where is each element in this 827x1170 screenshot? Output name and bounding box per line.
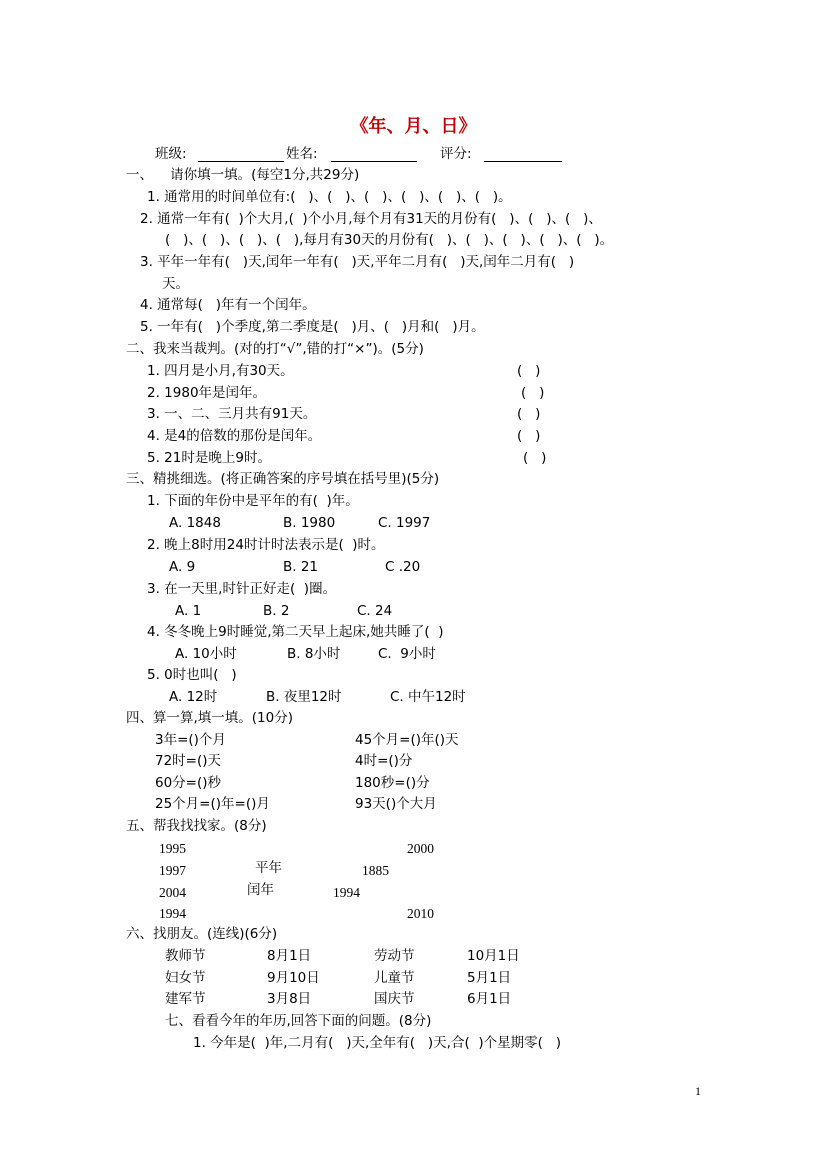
s3-q1-option-a[interactable]: A. 1848 [169, 515, 221, 531]
s3-q3-option-c[interactable]: C. 24 [357, 603, 393, 619]
name-label: 姓名: [286, 146, 318, 162]
score-blank[interactable] [484, 147, 562, 162]
s6-date[interactable]: 3月8日 [267, 991, 312, 1007]
section-7-heading: 七、看看今年的年历,回答下面的问题。(8分) [165, 1013, 432, 1029]
s4-right-item: 4时=()分 [355, 753, 413, 769]
class-label: 班级: [155, 146, 187, 162]
s6-festival[interactable]: 教师节 [165, 948, 206, 964]
s2-item: 1. 四月是小月,有30天。 [147, 363, 294, 379]
s4-right-item: 45个月=()年()天 [355, 732, 459, 748]
s5-year[interactable]: 1994 [159, 906, 186, 921]
s6-date[interactable]: 6月1日 [467, 991, 512, 1007]
s2-item: 2. 1980年是闰年。 [147, 385, 267, 401]
s2-answer-paren[interactable]: ( ) [517, 428, 541, 444]
s6-festival[interactable]: 国庆节 [374, 991, 415, 1007]
s5-year[interactable]: 2004 [159, 885, 186, 900]
s5-year[interactable]: 1997 [159, 863, 186, 878]
section-1-heading: 一、 请你填一填。(每空1分,共29分) [126, 167, 360, 183]
s6-date[interactable]: 10月1日 [467, 948, 520, 964]
s3-q3-option-a[interactable]: A. 1 [175, 603, 202, 619]
s5-year[interactable]: 1995 [159, 841, 186, 856]
score-label: 评分: [440, 146, 472, 162]
s3-question-1: 1. 下面的年份中是平年的有( )年。 [147, 493, 359, 509]
s3-q2-option-b[interactable]: B. 21 [283, 559, 319, 575]
s5-year[interactable]: 1885 [362, 863, 389, 878]
s6-festival[interactable]: 建军节 [165, 991, 206, 1007]
s6-date[interactable]: 9月10日 [267, 970, 320, 986]
s5-year[interactable]: 2000 [407, 841, 434, 856]
s4-left-item: 3年=()个月 [155, 732, 226, 748]
s1-question-5: 5. 一年有( )个季度,第二季度是( )月、( )月和( )月。 [140, 319, 485, 335]
s6-festival[interactable]: 妇女节 [165, 970, 206, 986]
s1-question-2b: ( )、( )、( )、( ),每月有30天的月份有( )、( )、( )、( )、( )。 [165, 232, 614, 248]
s5-leap-year-label: 闰年 [247, 882, 274, 898]
section-4-heading: 四、算一算,填一填。(10分) [126, 710, 294, 726]
s3-q2-option-c[interactable]: C .20 [385, 559, 421, 575]
section-3-heading: 三、精挑细选。(将正确答案的序号填在括号里)(5分) [126, 471, 440, 487]
s4-right-item: 93天()个大月 [355, 796, 437, 812]
s4-left-item: 60分=()秒 [155, 775, 222, 791]
s3-q4-option-a[interactable]: A. 10小时 [175, 646, 237, 662]
section-6-heading: 六、找朋友。(连线)(6分) [126, 926, 278, 942]
s3-q2-option-a[interactable]: A. 9 [169, 559, 196, 575]
s6-festival[interactable]: 劳动节 [374, 948, 415, 964]
s3-question-2: 2. 晚上8时用24时计时法表示是( )时。 [147, 537, 385, 553]
s3-question-3: 3. 在一天里,时针正好走( )圈。 [147, 581, 337, 597]
s7-question-1: 1. 今年是( )年,二月有( )天,全年有( )天,合( )个星期零( ) [193, 1035, 561, 1051]
s1-question-4: 4. 通常每( )年有一个闰年。 [140, 297, 316, 313]
s3-q5-option-b[interactable]: B. 夜里12时 [266, 689, 342, 705]
s2-item: 4. 是4的倍数的那份是闰年。 [147, 428, 322, 444]
s2-item: 3. 一、二、三月共有91天。 [147, 406, 317, 422]
s2-answer-paren[interactable]: ( ) [523, 450, 547, 466]
s3-question-4: 4. 冬冬晚上9时睡觉,第二天早上起床,她共睡了( ) [147, 624, 444, 640]
s3-q4-option-b[interactable]: B. 8小时 [287, 646, 341, 662]
section-5-heading: 五、帮我找找家。(8分) [126, 818, 267, 834]
s2-answer-paren[interactable]: ( ) [517, 363, 541, 379]
s1-question-2a: 2. 通常一年有( )个大月,( )个小月,每个月有31天的月份有( )、( )、( )、 [140, 211, 602, 227]
name-blank[interactable] [331, 147, 417, 162]
s6-date[interactable]: 8月1日 [267, 948, 312, 964]
section-2-heading: 二、我来当裁判。(对的打“√”,错的打“×”)。(5分) [126, 341, 424, 357]
s5-year[interactable]: 1994 [333, 885, 360, 900]
s5-common-year-label: 平年 [255, 860, 282, 876]
s3-question-5: 5. 0时也叫( ) [147, 667, 237, 683]
s4-right-item: 180秒=()分 [355, 775, 430, 791]
s6-festival[interactable]: 儿童节 [374, 970, 415, 986]
s5-year[interactable]: 2010 [407, 906, 434, 921]
page-number: 1 [695, 1084, 701, 1098]
s4-left-item: 25个月=()年=()月 [155, 796, 270, 812]
s4-left-item: 72时=()天 [155, 753, 222, 769]
s2-answer-paren[interactable]: ( ) [517, 406, 541, 422]
s3-q5-option-c[interactable]: C. 中午12时 [390, 689, 466, 705]
s1-question-1: 1. 通常用的时间单位有:( )、( )、( )、( )、( )、( )。 [147, 189, 512, 205]
s3-q5-option-a[interactable]: A. 12时 [169, 689, 218, 705]
s2-answer-paren[interactable]: ( ) [521, 385, 545, 401]
class-blank[interactable] [198, 147, 284, 162]
s3-q4-option-c[interactable]: C. 9小时 [378, 646, 436, 662]
s3-q1-option-b[interactable]: B. 1980 [283, 515, 336, 531]
s1-question-3b: 天。 [162, 276, 189, 292]
s6-date[interactable]: 5月1日 [467, 970, 512, 986]
s3-q3-option-b[interactable]: B. 2 [263, 603, 290, 619]
s3-q1-option-c[interactable]: C. 1997 [378, 515, 431, 531]
page-title: 《年、月、日》 [350, 116, 477, 137]
s2-item: 5. 21时是晚上9时。 [147, 450, 271, 466]
s1-question-3a: 3. 平年一年有( )天,闰年一年有( )天,平年二月有( )天,闰年二月有( ) [140, 254, 575, 270]
